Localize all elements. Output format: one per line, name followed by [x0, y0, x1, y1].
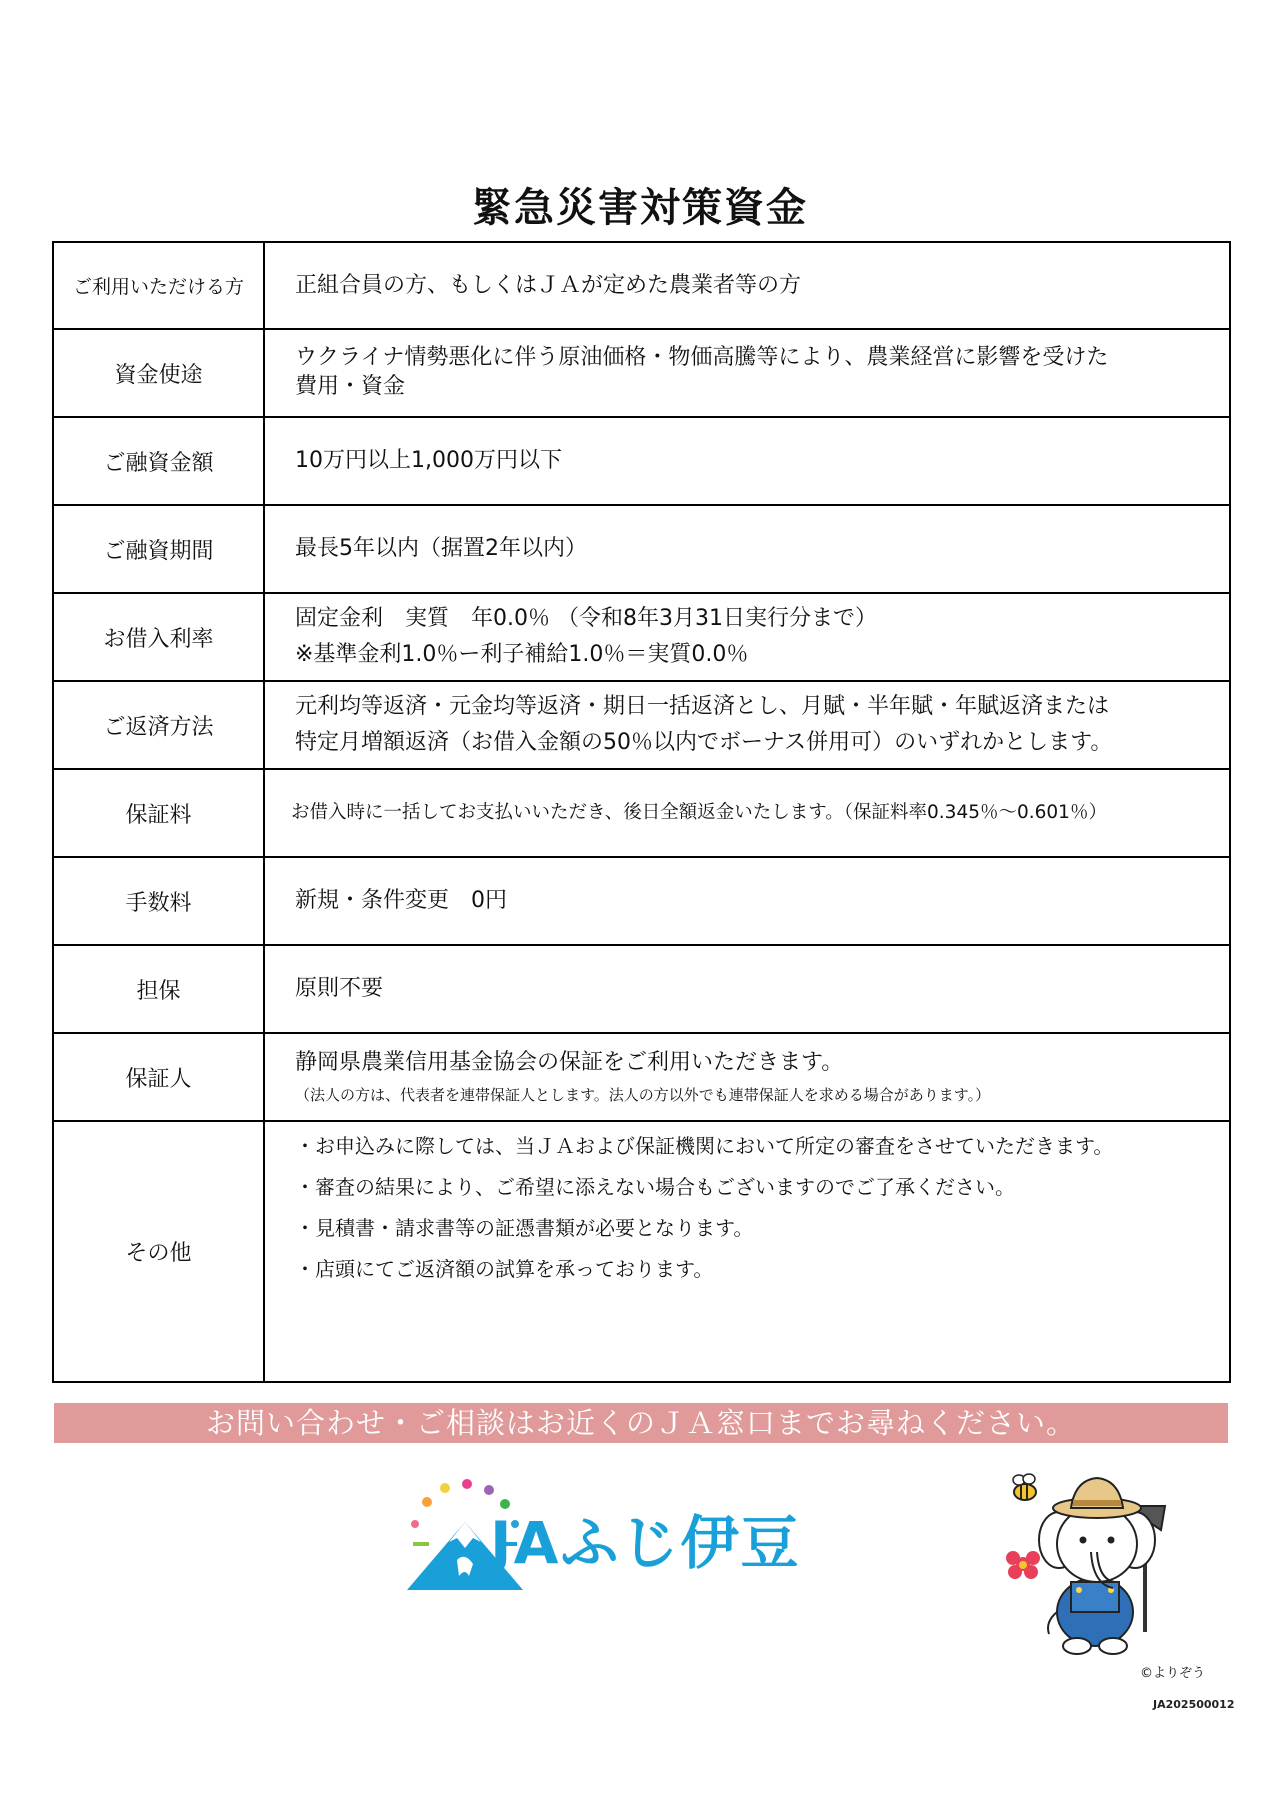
row-label: ご利用いただける方	[53, 242, 264, 329]
row-label: 手数料	[53, 857, 264, 945]
value-line: 最長5年以内（据置2年以内）	[295, 536, 587, 562]
row-label: 担保	[53, 945, 264, 1033]
value-line: 正組合員の方、もしくはＪＡが定めた農業者等の方	[295, 272, 802, 298]
loan-info-table	[52, 241, 1231, 1383]
row-value	[264, 769, 1230, 857]
table-row	[53, 417, 1230, 505]
value-line: 元利均等返済・元金均等返済・期日一括返済とし、月賦・半年賦・年賦返済または	[295, 694, 1110, 720]
table-row	[53, 681, 1230, 769]
row-label: ご融資金額	[53, 417, 264, 505]
table-row	[53, 945, 1230, 1033]
value-line: ・見積書・請求書等の証憑書類が必要となります。	[295, 1216, 754, 1240]
value-line: ※基準金利1.0％ー利子補給1.0％＝実質0.0％	[295, 642, 749, 667]
row-label: ご返済方法	[53, 681, 264, 769]
row-label: その他	[53, 1121, 264, 1382]
row-label: 保証人	[53, 1033, 264, 1121]
value-line: ・お申込みに際しては、当ＪＡおよび保証機関において所定の審査をさせていただきます。	[295, 1134, 1114, 1158]
row-value	[264, 1121, 1230, 1382]
table-row	[53, 857, 1230, 945]
value-line: 固定金利 実質 年0.0％ （令和8年3月31日実行分まで）	[295, 606, 877, 632]
row-value	[264, 593, 1230, 681]
value-line: 新規・条件変更 0円	[295, 888, 507, 914]
bee-icon	[1013, 1474, 1036, 1500]
elephant-body	[1048, 1578, 1133, 1654]
contact-banner: お問い合わせ・ご相談はお近くのＪＡ窓口までお尋ねください。	[54, 1403, 1228, 1443]
mascot-yorizou-illustration	[1005, 1462, 1205, 1667]
row-value	[264, 1033, 1230, 1121]
table-row	[53, 505, 1230, 593]
row-label: お借入利率	[53, 593, 264, 681]
row-label: 保証料	[53, 769, 264, 857]
row-label: 資金使途	[53, 329, 264, 417]
table-row	[53, 1121, 1230, 1382]
row-value	[264, 857, 1230, 945]
table-row	[53, 242, 1230, 329]
table-row	[53, 593, 1230, 681]
row-value	[264, 329, 1230, 417]
mascot-credit: ©よりぞう	[1140, 1666, 1206, 1681]
value-line: 静岡県農業信用基金協会の保証をご利用いただきます。	[295, 1050, 844, 1076]
row-value	[264, 945, 1230, 1033]
value-line: ウクライナ情勢悪化に伴う原油価格・物価高騰等により、農業経営に影響を受けた	[295, 345, 1109, 371]
value-line: ・審査の結果により、ご希望に添えない場合もございますのでご了承ください。	[295, 1175, 1015, 1199]
value-line: 原則不要	[295, 976, 384, 1002]
value-line: （法人の方は、代表者を連帯保証人とします。法人の方以外でも連帯保証人を求める場合があります。）	[295, 1086, 991, 1105]
brand-name: JAふじ伊豆	[490, 1509, 801, 1577]
straw-hat-icon	[1053, 1478, 1141, 1518]
value-line: 費用・資金	[295, 374, 406, 399]
value-line: 特定月増額返済（お借入金額の50％以内でボーナス併用可）のいずれかとします。	[295, 730, 1113, 755]
flower-icon	[1006, 1551, 1040, 1579]
value-line: お借入時に一括してお支払いいただき、後日全額返金いたします。（保証料率0.345％～0.601％）	[291, 801, 1107, 823]
row-value	[264, 681, 1230, 769]
document-code: JA202500012	[1153, 1698, 1235, 1711]
table-row	[53, 329, 1230, 417]
row-value	[264, 417, 1230, 505]
row-value	[264, 242, 1230, 329]
value-line: ・店頭にてご返済額の試算を承っております。	[295, 1257, 714, 1281]
row-label: ご融資期間	[53, 505, 264, 593]
table-row	[53, 769, 1230, 857]
row-value	[264, 505, 1230, 593]
value-line: 10万円以上1,000万円以下	[295, 448, 562, 474]
page-title: 緊急災害対策資金	[472, 185, 808, 231]
table-row	[53, 1033, 1230, 1121]
